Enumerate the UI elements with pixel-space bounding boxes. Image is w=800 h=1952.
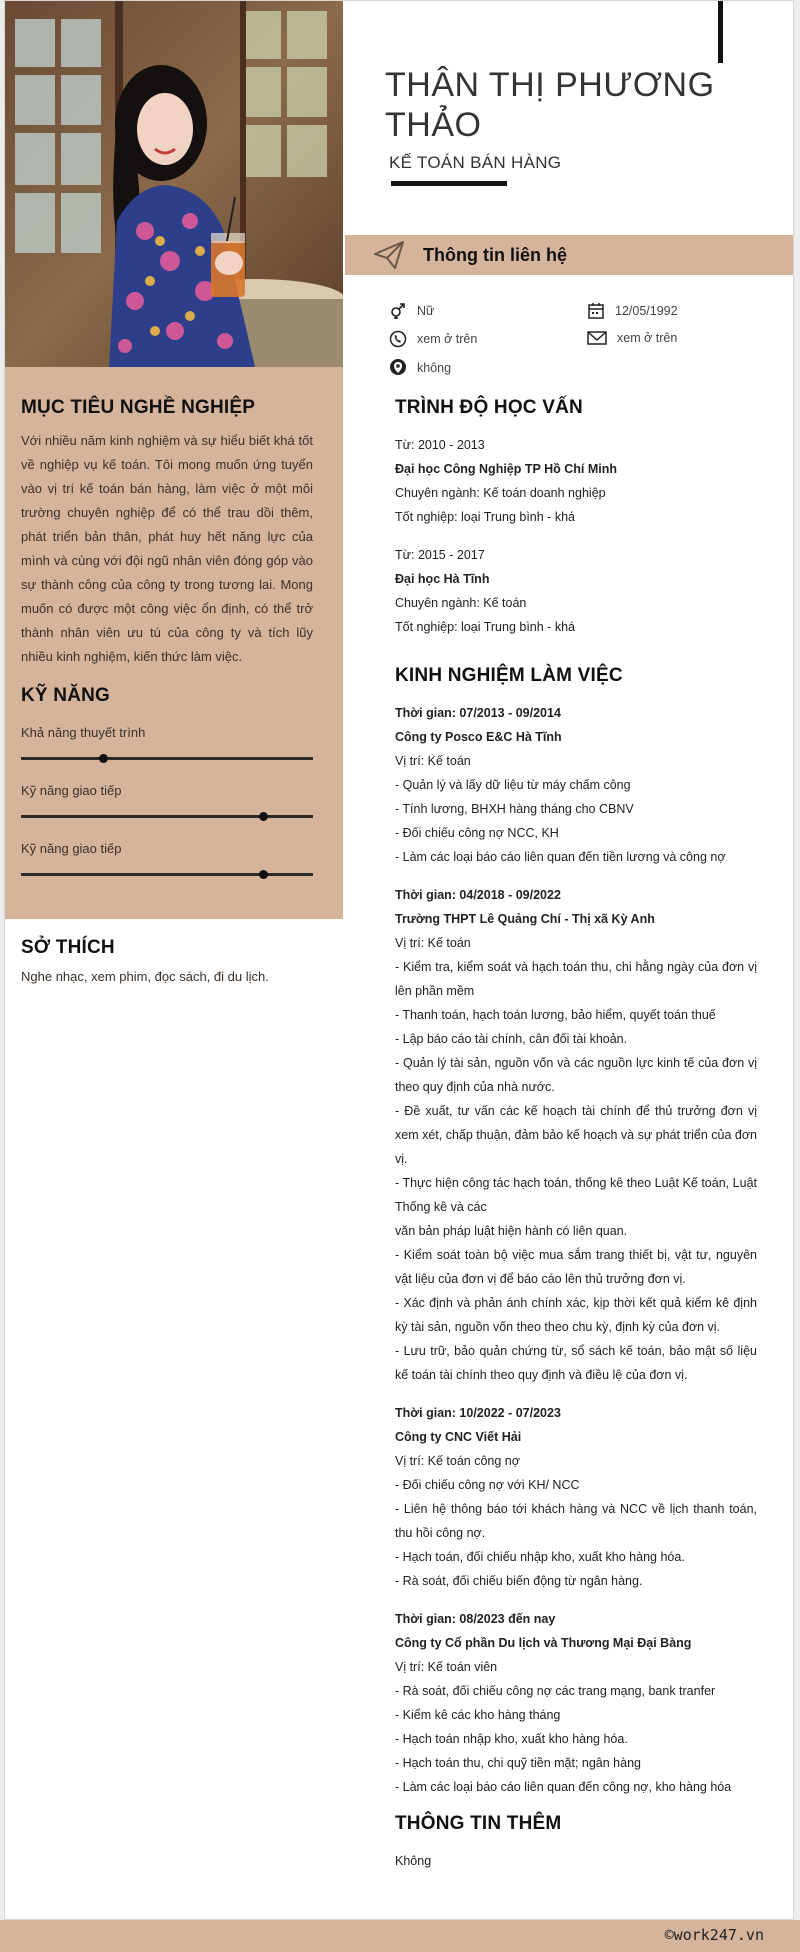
cv-page — [4, 0, 794, 1920]
footer-watermark: ©work247.vn — [664, 1926, 764, 1944]
experience-line: - Hạch toán, đối chiếu nhập kho, xuất kho hàng hóa. — [395, 1550, 685, 1564]
experience-line: - Hạch toán thu, chi quỹ tiền mặt; ngân hàng — [395, 1756, 641, 1770]
experience-line: - Quản lý và lấy dữ liệu từ máy chấm công — [395, 778, 631, 792]
candidate-role: KẾ TOÁN BÁN HÀNG — [389, 153, 562, 172]
education-grade: Tốt nghiệp: loại Trung bình - khá — [395, 510, 575, 524]
experience-line: văn bản pháp luật hiện hành có liên quan. — [395, 1224, 628, 1238]
calendar-icon — [587, 302, 605, 320]
skills-section — [21, 685, 313, 899]
skill-level-dot — [259, 870, 268, 879]
skills-list — [21, 725, 313, 899]
experience-line: - Kiểm soát toàn bộ việc mua sắm trang thiết bị, vật tư, nguyên vật liệu của đơn vị để báo cáo lên thủ trưởng đơn vị. — [395, 1248, 757, 1286]
skill-label: Kỹ năng giao tiếp — [21, 841, 122, 856]
skill-item — [21, 841, 313, 899]
education-period: Từ: 2015 - 2017 — [395, 548, 485, 562]
birthday-value: 12/05/1992 — [615, 304, 678, 318]
skill-track — [21, 873, 313, 876]
education-grade: Tốt nghiệp: loại Trung bình - khá — [395, 620, 575, 634]
skill-level-dot — [259, 812, 268, 821]
experience-line: - Thanh toán, hạch toán lương, bảo hiểm, quyết toán thuế — [395, 1008, 716, 1022]
gender-icon — [389, 302, 407, 320]
role-underline — [391, 181, 507, 186]
contact-header — [345, 235, 794, 275]
experience-line: - Đối chiếu công nợ với KH/ NCC — [395, 1478, 580, 1492]
experience-line: - Lập báo cáo tài chính, cân đối tài khoản. — [395, 1032, 628, 1046]
additional-title: THÔNG TIN THÊM — [395, 1813, 562, 1834]
contact-title: Thông tin liên hệ — [423, 245, 567, 265]
education-section — [395, 397, 757, 653]
contact-phone — [389, 330, 477, 348]
education-item — [395, 543, 757, 639]
hobbies-text: Nghe nhạc, xem phim, đọc sách, đi du lịch. — [21, 969, 269, 984]
experience-line: - Rà soát, đối chiếu biến động từ ngân hàng. — [395, 1574, 643, 1588]
experience-line: - Đề xuất, tư vấn các kế hoạch tài chính để thủ trưởng đơn vị xem xét, chấp thuận, đảm bảo kế hoạch và sự phát triển của đơn vị. — [395, 1104, 757, 1166]
experience-line: - Liên hệ thông báo tới khách hàng và NCC về lịch thanh toán, thu hồi công nợ. — [395, 1502, 757, 1540]
paper-plane-icon — [373, 240, 405, 270]
experience-company: Công ty Cổ phần Du lịch và Thương Mại Đại Bàng — [395, 1636, 692, 1650]
experience-time: Thời gian: 07/2013 - 09/2014 — [395, 706, 561, 720]
education-item — [395, 433, 757, 529]
education-major: Chuyên ngành: Kế toán — [395, 596, 527, 610]
experience-section — [395, 665, 757, 1873]
experience-time: Thời gian: 10/2022 - 07/2023 — [395, 1406, 561, 1420]
objective-section — [21, 397, 313, 669]
experience-line: - Làm các loại báo cáo liên quan đến công nợ, kho hàng hóa — [395, 1780, 732, 1794]
education-title: TRÌNH ĐỘ HỌC VẤN — [395, 397, 583, 418]
skills-title: KỸ NĂNG — [21, 685, 111, 706]
experience-title: KINH NGHIỆM LÀM VIỆC — [395, 665, 623, 686]
skill-track — [21, 815, 313, 818]
experience-company: Trường THPT Lê Quảng Chí - Thị xã Kỳ Anh — [395, 912, 655, 926]
objective-title: MỤC TIÊU NGHỀ NGHIỆP — [21, 397, 256, 418]
experience-line: Vị trí: Kế toán — [395, 754, 471, 768]
skill-item — [21, 725, 313, 783]
experience-item — [395, 883, 757, 1387]
experience-item — [395, 701, 757, 869]
experience-line: - Làm các loại báo cáo liên quan đến tiền lương và công nợ — [395, 850, 726, 864]
experience-line: - Tính lương, BHXH hàng tháng cho CBNV — [395, 802, 634, 816]
experience-line: Vị trí: Kế toán công nợ — [395, 1454, 520, 1468]
skill-label: Kỹ năng giao tiếp — [21, 783, 122, 798]
contact-email — [587, 330, 677, 346]
education-major: Chuyên ngành: Kế toán doanh nghiệp — [395, 486, 606, 500]
footer-bar — [0, 1920, 800, 1952]
phone-icon — [389, 330, 407, 348]
candidate-name: THÂN THỊ PHƯƠNG THẢO — [385, 66, 715, 144]
experience-time: Thời gian: 04/2018 - 09/2022 — [395, 888, 561, 902]
left-column — [5, 1, 343, 1920]
skill-track — [21, 757, 313, 760]
experience-item — [395, 1401, 757, 1593]
experience-item — [395, 1607, 757, 1799]
experience-line: - Kiểm kê các kho hàng tháng — [395, 1708, 561, 1722]
experience-list — [395, 701, 757, 1799]
email-value: xem ở trên — [617, 331, 678, 345]
hobbies-section — [21, 937, 313, 984]
experience-line: - Kiểm tra, kiểm soát và hạch toán thu, chi hằng ngày của đơn vị lên phần mềm — [395, 960, 757, 998]
skill-label: Khả năng thuyết trình — [21, 725, 146, 740]
experience-line: - Thực hiện công tác hạch toán, thống kê theo Luật Kế toán, Luật Thống kê và các — [395, 1176, 757, 1214]
phone-value: xem ở trên — [417, 332, 478, 346]
header-accent-bar — [718, 1, 723, 63]
skill-level-dot — [99, 754, 108, 763]
additional-text: Không — [395, 1854, 432, 1868]
location-pin-icon — [389, 358, 407, 378]
contact-gender — [389, 302, 434, 320]
education-school: Đại học Hà Tĩnh — [395, 572, 490, 586]
objective-text: Với nhiều năm kinh nghiệm và sự hiểu biết khá tốt về nghiệp vụ kế toán. Tôi mong muốn ứng tuyển vào vị trí kế toán bán hàng, làm việc ở một môi trường chuyên nghiệp để có thể trau dồi thêm, phát triển bản thân, phát huy hết năng lực của mình và cùng với đội ngũ nhân viên đóng góp vào sự thành công của công ty trong tương lai. Mong muốn có được một công việc ổn định, có thể trở thành nhân viên ưu tú của công ty và tích lũy nhiều kinh nghiệm, kiến thức làm việc. — [21, 433, 313, 664]
experience-line: - Quản lý tài sản, nguồn vốn và các nguồn lực kinh tế của đơn vị theo quy định của nhà nước. — [395, 1056, 757, 1094]
experience-company: Công ty Posco E&C Hà Tĩnh — [395, 730, 562, 744]
education-period: Từ: 2010 - 2013 — [395, 438, 485, 452]
experience-line: - Rà soát, đối chiếu công nợ các trang mạng, bank tranfer — [395, 1684, 716, 1698]
gender-value: Nữ — [417, 304, 435, 318]
experience-line: Vị trí: Kế toán — [395, 936, 471, 950]
experience-time: Thời gian: 08/2023 đến nay — [395, 1612, 556, 1626]
experience-line: - Xác định và phản ánh chính xác, kịp thời kết quả kiểm kê định kỳ tài sản, nguồn vốn theo theo chu kỳ, định kỳ của đơn vị. — [395, 1296, 757, 1334]
address-value: không — [417, 361, 452, 375]
experience-line: - Hạch toán nhập kho, xuất kho hàng hóa. — [395, 1732, 628, 1746]
contact-address — [389, 358, 451, 378]
hobbies-title: SỞ THÍCH — [21, 937, 115, 958]
contact-birthday — [587, 302, 678, 320]
education-school: Đại học Công Nghiệp TP Hồ Chí Minh — [395, 462, 617, 476]
experience-company: Công ty CNC Viết Hải — [395, 1430, 522, 1444]
experience-line: Vị trí: Kế toán viên — [395, 1660, 498, 1674]
experience-line: - Lưu trữ, bảo quản chứng từ, sổ sách kế toán, bảo mật số liệu kế toán tài chính theo quy định và điều lệ của đơn vị. — [395, 1344, 757, 1382]
envelope-icon — [587, 330, 607, 346]
experience-line: - Đối chiếu công nợ NCC, KH — [395, 826, 559, 840]
profile-photo — [5, 1, 343, 367]
skill-item — [21, 783, 313, 841]
